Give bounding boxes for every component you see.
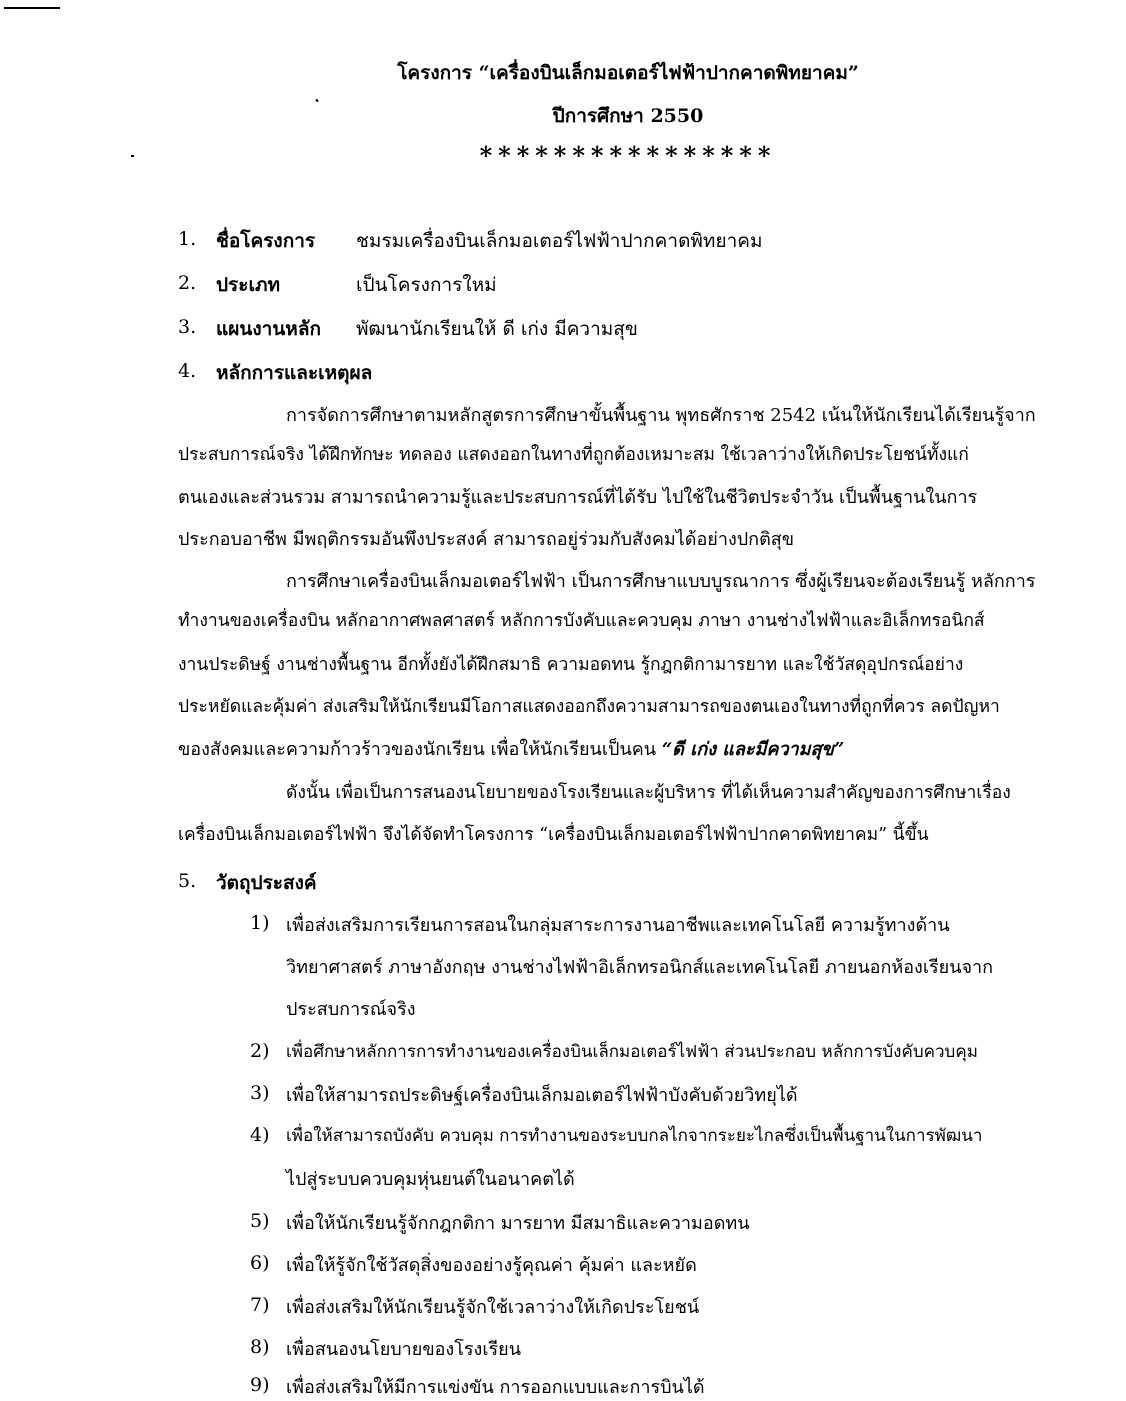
star-divider: ****************: [479, 141, 777, 170]
paragraph-line: เครื่องบินเล็กมอเตอร์ไฟฟ้า จึงได้จัดทำโครงการ “เครื่องบินเล็กมอเตอร์ไฟฟ้าปากคาดพิทยาคม” นี้ขึ้น: [178, 825, 929, 845]
section-value: ชมรมเครื่องบินเล็กมอเตอร์ไฟฟ้าปากคาดพิทยาคม: [356, 230, 763, 252]
paragraph-line: การจัดการศึกษาตามหลักสูตรการศึกษาขั้นพื้นฐาน พุทธศักราช 2542 เน้นให้นักเรียนได้เรียนรู้จาก: [286, 405, 1036, 426]
paragraph-line: งานประดิษฐ์ งานช่างพื้นฐาน อีกทั้งยังได้ฝึกสมาธิ ความอดทน รู้กฎกติกามารยาท และใช้วัสดุอุปกรณ์อย่าง: [178, 655, 964, 675]
section-number: 4.: [178, 360, 197, 382]
section-value: เป็นโครงการใหม่: [356, 274, 497, 296]
paragraph-line: ประสบการณ์จริง ได้ฝึกทักษะ ทดลอง แสดงออกในทางที่ถูกต้องเหมาะสม ใช้เวลาว่างให้เกิดประโยชน์ทั้งแก่: [178, 445, 969, 465]
paragraph-line: [178, 734, 844, 763]
objective-line: ไปสู่ระบบควบคุมหุ่นยนต์ในอนาคตได้: [286, 1169, 575, 1190]
objective-line: ประสบการณ์จริง: [286, 999, 416, 1020]
document-title: โครงการ “เครื่องบินเล็กมอเตอร์ไฟฟ้าปากคาดพิทยาคม”: [397, 62, 859, 84]
objective-line: เพื่อศึกษาหลักการการทำงานของเครื่องบินเล็กมอเตอร์ไฟฟ้า ส่วนประกอบ หลักการบังคับควบคุม: [286, 1042, 978, 1062]
document-subtitle: ปีการศึกษา 2550: [552, 105, 704, 127]
objective-number: 3): [250, 1082, 270, 1104]
emphasis-text: “ดี เก่ง และมีความสุข”: [661, 739, 845, 760]
objective-line: เพื่อส่งเสริมให้นักเรียนรู้จักใช้เวลาว่างให้เกิดประโยชน์: [286, 1297, 700, 1318]
objective-number: 1): [250, 912, 270, 934]
section-label: ชื่อโครงการ: [216, 230, 316, 252]
objective-line: เพื่อส่งเสริมให้มีการแข่งขัน การออกแบบและการบินได้: [286, 1377, 705, 1398]
section-number: 2.: [178, 272, 197, 294]
section-value: พัฒนานักเรียนให้ ดี เก่ง มีความสุข: [356, 318, 638, 340]
section-label: หลักการและเหตุผล: [216, 362, 373, 384]
objective-line: วิทยาศาสตร์ ภาษาอังกฤษ งานช่างไฟฟ้าอิเล็กทรอนิกส์และเทคโนโลยี ภายนอกห้องเรียนจาก: [286, 957, 994, 978]
paragraph-line: การศึกษาเครื่องบินเล็กมอเตอร์ไฟฟ้า เป็นการศึกษาแบบบูรณาการ ซึ่งผู้เรียนจะต้องเรียนรู้ หลักการ: [286, 571, 1036, 592]
objective-number: 8): [250, 1336, 270, 1358]
objective-line: เพื่อให้สามารถบังคับ ควบคุม การทำงานของระบบกลไกจากระยะไกลซึ่งเป็นพื้นฐานในการพัฒนา: [286, 1126, 983, 1146]
objective-number: 9): [250, 1374, 270, 1396]
section-label: ประเภท: [216, 274, 281, 296]
section-number: 3.: [178, 316, 197, 338]
section-number: 1.: [178, 228, 197, 250]
paragraph-line: ตนเองและส่วนรวม สามารถนำความรู้และประสบการณ์ที่ได้รับ ไปใช้ในชีวิตประจำวัน เป็นพื้นฐานในการ: [178, 487, 978, 508]
objective-line: เพื่อส่งเสริมการเรียนการสอนในกลุ่มสาระการงานอาชีพและเทคโนโลยี ความรู้ทางด้าน: [286, 915, 950, 936]
scan-mark-top-left: [4, 7, 60, 9]
section-number: 5.: [178, 870, 197, 892]
paragraph-text: ของสังคมและความก้าวร้าวของนักเรียน เพื่อให้นักเรียนเป็นคน: [178, 739, 657, 760]
paragraph-line: ดังนั้น เพื่อเป็นการสนองนโยบายของโรงเรียนและผู้บริหาร ที่ได้เห็นความสำคัญของการศึกษาเรื่อง: [286, 783, 1011, 803]
paragraph-line: ประกอบอาชีพ มีพฤติกรรมอันพึงประสงค์ สามารถอยู่ร่วมกับสังคมได้อย่างปกติสุข: [178, 529, 795, 550]
objective-line: เพื่อสนองนโยบายของโรงเรียน: [286, 1339, 522, 1360]
paragraph-line: ประหยัดและคุ้มค่า ส่งเสริมให้นักเรียนมีโอกาสแสดงออกถึงความสามารถของตนเองในทางที่ถูกที่ควร ลดปัญหา: [178, 697, 1000, 717]
section-label: แผนงานหลัก: [216, 318, 321, 340]
objective-number: 5): [250, 1210, 270, 1232]
section-label: วัตถุประสงค์: [216, 872, 317, 894]
objective-number: 4): [250, 1124, 270, 1146]
objective-number: 2): [250, 1040, 270, 1062]
objective-line: เพื่อให้รู้จักใช้วัสดุสิ่งของอย่างรู้คุณค่า คุ้มค่า และหยัด: [286, 1255, 697, 1276]
objective-number: 7): [250, 1294, 270, 1316]
objective-line: เพื่อให้สามารถประดิษฐ์เครื่องบินเล็กมอเตอร์ไฟฟ้าบังคับด้วยวิทยุได้: [286, 1085, 798, 1106]
paragraph-line: ทำงานของเครื่องบิน หลักอากาศพลศาสตร์ หลักการบังคับและควบคุม ภาษา งานช่างไฟฟ้าและอิเล็กทรอนิกส์: [178, 611, 985, 631]
objective-number: 6): [250, 1252, 270, 1274]
objective-line: เพื่อให้นักเรียนรู้จักกฎกติกา มารยาท มีสมาธิและความอดทน: [286, 1213, 750, 1234]
